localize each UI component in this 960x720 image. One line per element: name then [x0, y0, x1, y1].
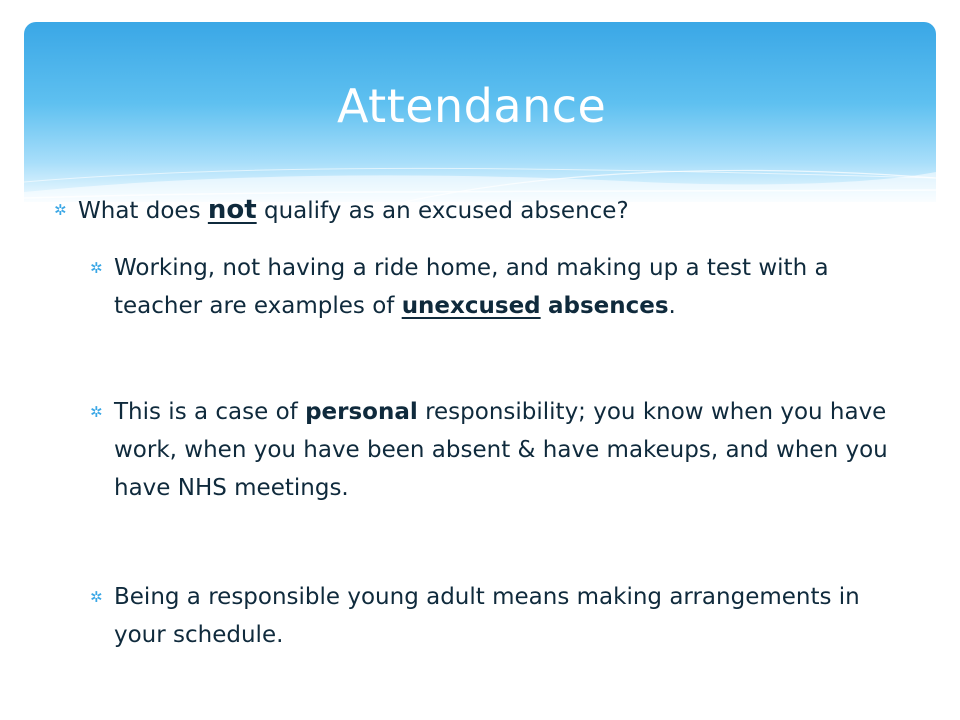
sub-bullet-unexcused-bold: absences: [547, 293, 669, 319]
bullet-asterisk-icon: ✲: [90, 259, 103, 277]
sub-bullet-unexcused: [90, 249, 904, 325]
sub-bullet-unexcused-underlined: unexcused: [401, 293, 541, 319]
bullet-main-before: What does: [78, 198, 208, 224]
bullet-main: [54, 190, 878, 231]
sub-bullet-young-adult-text: Being a responsible young adult means making arrangements in your schedule.: [114, 584, 860, 648]
sub-bullet-young-adult: [90, 578, 904, 654]
sub-bullet-unexcused-text: Working, not having a ride home, and making up a test with a teacher are examples of: [114, 255, 829, 319]
slide-title: Attendance: [337, 79, 607, 133]
bullet-main-emphasis: not: [207, 195, 257, 225]
sub-bullet-responsibility-text-b: responsibility; you know when you have work, when you have been absent & have makeups, and when you have NHS meetings.: [114, 399, 888, 501]
sub-bullet-unexcused-period: .: [668, 293, 676, 319]
bullet-asterisk-icon: ✲: [54, 201, 67, 219]
sub-bullet-responsibility: [90, 393, 904, 507]
bullet-asterisk-icon: ✲: [90, 403, 103, 421]
sub-bullet-responsibility-bold: personal: [305, 399, 418, 425]
sub-bullet-unexcused-space: [541, 293, 548, 319]
sub-bullet-responsibility-text-a: This is a case of: [114, 399, 306, 425]
bullet-asterisk-icon: ✲: [90, 588, 103, 606]
bullet-main-after: qualify as an excused absence?: [256, 198, 629, 224]
